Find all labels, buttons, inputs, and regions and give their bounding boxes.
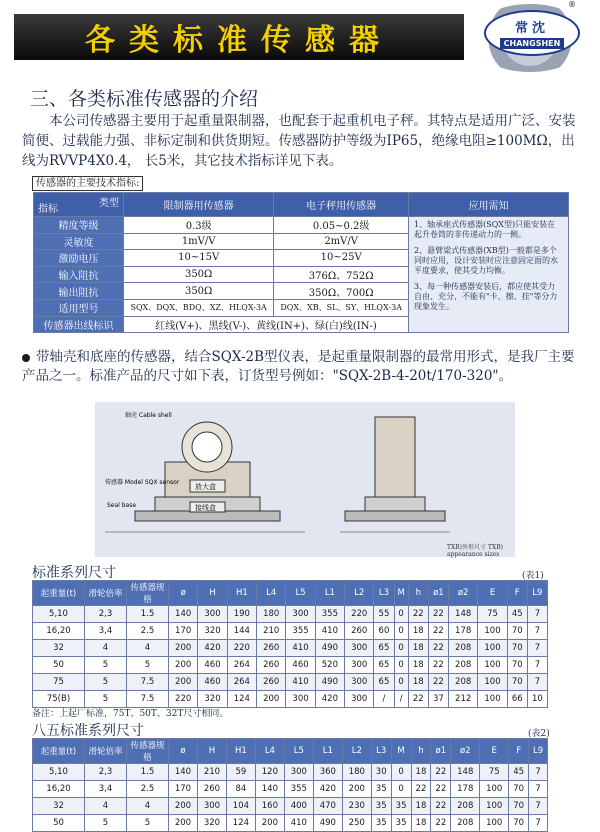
table-header-cell: M: [394, 581, 408, 606]
table-cell: 300: [345, 657, 374, 674]
table-header-cell: E: [478, 581, 507, 606]
table-cell: 70: [507, 623, 527, 640]
table-cell: 18: [408, 657, 428, 674]
table-cell: 520: [315, 657, 344, 674]
table-cell: 208: [448, 657, 477, 674]
table-cell: 18: [408, 674, 428, 691]
table-cell: 200: [257, 691, 286, 708]
section-title: 三、各类标准传感器的介绍: [30, 88, 259, 110]
table-cell: 7: [527, 657, 547, 674]
table-cell: 200: [169, 640, 198, 657]
sensor-drawing: [95, 402, 515, 557]
table-cell: 70: [509, 781, 529, 798]
table-cell: 30: [371, 764, 391, 781]
table-row: [33, 640, 548, 657]
table-cell: 65: [374, 674, 394, 691]
table-cell: 460: [286, 657, 315, 674]
table-cell: 7: [529, 781, 548, 798]
table-cell: 300: [286, 691, 315, 708]
table2-title: 八五标准系列尺寸: [32, 723, 144, 739]
table-cell: 300: [345, 674, 374, 691]
table-cell: 3,4: [85, 781, 127, 798]
table-cell: 35: [371, 815, 391, 832]
table-cell: 300: [286, 606, 315, 623]
table-cell: 470: [313, 798, 342, 815]
table-cell: 22: [428, 640, 448, 657]
table-header-cell: ø: [169, 581, 198, 606]
table-cell: 7: [529, 815, 548, 832]
svg-text:放大盒: 放大盒: [195, 483, 216, 491]
table-row: [33, 657, 548, 674]
table-cell: 22: [428, 623, 448, 640]
table-header-cell: L4: [257, 581, 286, 606]
table-row: [33, 798, 548, 815]
table-cell: 7.5: [127, 691, 169, 708]
table-cell: 18: [411, 815, 431, 832]
table-header-cell: M: [391, 739, 411, 764]
table-cell: 5: [85, 691, 127, 708]
svg-text:Seal base: Seal base: [107, 502, 137, 509]
table-header-cell: ø2: [448, 581, 477, 606]
table-cell: 300: [197, 798, 226, 815]
table-cell: 35: [371, 798, 391, 815]
table-cell: 2,3: [85, 606, 127, 623]
table2-number: (表2): [528, 729, 550, 739]
table-cell: 16,20: [33, 781, 85, 798]
registered-mark: ®: [568, 0, 576, 9]
table-cell: 100: [478, 640, 507, 657]
table-header-cell: ø1: [431, 739, 451, 764]
table-cell: 178: [448, 623, 477, 640]
table-cell: 5: [85, 674, 127, 691]
table-cell: 190: [227, 606, 256, 623]
table-header-cell: 传感器规格: [127, 581, 169, 606]
table-cell: 100: [480, 781, 509, 798]
table-cell: /: [374, 691, 394, 708]
table-cell: 410: [315, 623, 344, 640]
table-cell: 210: [257, 623, 286, 640]
table-cell: 410: [284, 815, 313, 832]
table-cell: 140: [169, 606, 198, 623]
table-cell: 250: [342, 815, 371, 832]
spec-table-label: 传感器的主要技术指标:: [32, 176, 143, 191]
table-cell: 300: [345, 640, 374, 657]
table-header-cell: F: [507, 581, 527, 606]
spec-col-header: 应用需知: [409, 193, 569, 217]
svg-text:接线盒: 接线盒: [195, 504, 216, 512]
table-cell: 70: [507, 674, 527, 691]
spec-table: [33, 192, 569, 333]
table-header-cell: 滑轮倍率: [85, 581, 127, 606]
table-cell: 178: [451, 781, 480, 798]
table-cell: 200: [169, 798, 198, 815]
table-cell: 5,10: [33, 764, 85, 781]
table-cell: 18: [411, 764, 431, 781]
table-cell: 355: [315, 606, 344, 623]
table-header-cell: L9: [527, 581, 547, 606]
table-header-cell: 起重量(t): [33, 581, 85, 606]
table-cell: 260: [345, 623, 374, 640]
logo-cn: 常沈: [514, 21, 549, 36]
table-cell: /: [394, 691, 408, 708]
table-header-cell: L5: [286, 581, 315, 606]
table-row: [33, 623, 548, 640]
table-cell: 410: [286, 640, 315, 657]
table-cell: 37: [428, 691, 448, 708]
table-cell: 260: [257, 657, 286, 674]
table-cell: 220: [227, 640, 256, 657]
table-cell: 5: [127, 657, 169, 674]
table-cell: 75: [478, 606, 507, 623]
sensor-diagram-icon: [95, 402, 515, 557]
table-cell: 490: [315, 640, 344, 657]
table-cell: 2,3: [85, 764, 127, 781]
table-cell: 7: [529, 764, 548, 781]
dims-table-1: [32, 580, 548, 708]
table-header-cell: H1: [226, 739, 255, 764]
table-cell: 208: [451, 798, 480, 815]
table-cell: 200: [169, 674, 198, 691]
spec-row: 输入阻抗 350Ω 376Ω、752Ω: [34, 266, 569, 283]
table-cell: 3,4: [85, 623, 127, 640]
table-cell: 55: [374, 606, 394, 623]
table-cell: 4: [85, 640, 127, 657]
intro-paragraph: 本公司传感器主要用于起重量限制器，也配套于起重机电子秤。其特点是适用广泛、安装简便、过载能力强、非标定制和供货期短。传感器防护等级为IP65，绝缘电阻≥100MΩ，出线为RVVP4X0.4， 长5米，其它技术指标详见下表。: [22, 113, 576, 169]
table-cell: 4: [85, 798, 127, 815]
table1-title: 标准系列尺寸: [32, 565, 116, 581]
page-title: 各类标准传感器: [85, 23, 393, 58]
table-cell: 18: [408, 623, 428, 640]
table-cell: 124: [226, 815, 255, 832]
table-cell: 84: [226, 781, 255, 798]
table-cell: 200: [169, 815, 198, 832]
table-cell: 4: [127, 640, 169, 657]
table-cell: 300: [345, 691, 374, 708]
table-cell: 120: [255, 764, 284, 781]
table-cell: 0: [394, 640, 408, 657]
table-cell: 355: [284, 781, 313, 798]
table-cell: 22: [431, 798, 451, 815]
table-cell: 22: [431, 815, 451, 832]
table-cell: 260: [257, 674, 286, 691]
table-cell: 320: [197, 815, 226, 832]
table-row: [33, 606, 548, 623]
table-cell: 180: [257, 606, 286, 623]
table-cell: 4: [127, 798, 169, 815]
table-cell: 7.5: [127, 674, 169, 691]
table-header-cell: H: [197, 739, 226, 764]
table-cell: 320: [198, 691, 227, 708]
table-cell: 300: [284, 764, 313, 781]
table-cell: 35: [391, 798, 411, 815]
table-cell: 22: [428, 657, 448, 674]
table-header-cell: L2: [345, 581, 374, 606]
table-cell: 100: [480, 815, 509, 832]
company-logo: [484, 10, 580, 56]
table-cell: 100: [478, 657, 507, 674]
table-cell: 100: [478, 674, 507, 691]
svg-text:轴壳 Cable shell: 轴壳 Cable shell: [125, 412, 172, 419]
table-header-cell: L1: [313, 739, 342, 764]
table-cell: 18: [411, 798, 431, 815]
table-cell: 0: [391, 781, 411, 798]
table-cell: 32: [33, 640, 85, 657]
table-header-cell: L9: [529, 739, 548, 764]
table-header-cell: L1: [315, 581, 344, 606]
table-cell: 420: [313, 781, 342, 798]
table-cell: 22: [431, 781, 451, 798]
table1-number: (表1): [522, 571, 544, 581]
table-cell: 144: [227, 623, 256, 640]
table-cell: 124: [227, 691, 256, 708]
table-cell: 148: [448, 606, 477, 623]
table-cell: 10: [527, 691, 547, 708]
table-cell: 100: [478, 623, 507, 640]
header-banner: [0, 0, 600, 72]
table-cell: 200: [169, 657, 198, 674]
table-cell: 160: [255, 798, 284, 815]
table-row: [33, 815, 548, 832]
table-header-cell: H: [198, 581, 227, 606]
spec-notes: 1、轴承座式传感器(SQX型)只能安装在起升卷筒的非传递动力的一侧。 2、悬臂梁式传感器(XB型)一般都是多个同时应用，设计安装时应注意固定面的水平度要求，使其受力均衡。 3、每一种传感器安装后，都应使其受力自由、充分，不能有"卡、擦、挂"等分力现象发生。: [409, 217, 569, 333]
table-cell: 75: [33, 674, 85, 691]
table-cell: 208: [448, 640, 477, 657]
table-row: [33, 764, 548, 781]
table-cell: 59: [226, 764, 255, 781]
table-header-cell: 滑轮倍率: [85, 739, 127, 764]
table-cell: 16,20: [33, 623, 85, 640]
table-header-cell: 传感器规格: [127, 739, 169, 764]
table-cell: 490: [315, 674, 344, 691]
table-cell: 360: [313, 764, 342, 781]
spec-corner: 类型 指标: [34, 193, 124, 217]
table-cell: 400: [284, 798, 313, 815]
table-cell: 104: [226, 798, 255, 815]
spec-row: 激励电压 10~15V 10~25V: [34, 250, 569, 267]
table-cell: 5,10: [33, 606, 85, 623]
table-cell: 65: [374, 657, 394, 674]
table-cell: 100: [480, 798, 509, 815]
table-cell: 7: [527, 623, 547, 640]
spec-row: 输出阻抗 350Ω 350Ω、700Ω: [34, 283, 569, 300]
table-header-cell: L4: [255, 739, 284, 764]
table-cell: 140: [255, 781, 284, 798]
table-header-cell: E: [480, 739, 509, 764]
table-cell: 210: [197, 764, 226, 781]
table1-note: 备注：上起厂标准，75T、50T、32T尺寸相同。: [32, 709, 229, 719]
figure-caption: TXB)外形尺寸 TXB) appearance sizes: [447, 544, 503, 558]
table-cell: 7: [527, 640, 547, 657]
table-cell: 32: [33, 798, 85, 815]
spec-row: 传感器出线标识 红线(V+)、黑线(V-)、黄线(IN+)、绿(白)线(IN-): [34, 316, 569, 333]
table-cell: 260: [257, 640, 286, 657]
table-cell: 410: [286, 674, 315, 691]
table-cell: 5: [85, 815, 127, 832]
table-cell: 5: [85, 657, 127, 674]
table-cell: 1.5: [127, 764, 169, 781]
table-cell: 22: [408, 691, 428, 708]
table-cell: 35: [391, 815, 411, 832]
spec-col-header: 限制器用传感器: [124, 193, 274, 217]
table-cell: 490: [313, 815, 342, 832]
table-header-cell: 起重量(t): [33, 739, 85, 764]
table-cell: 200: [255, 815, 284, 832]
table-cell: 208: [451, 815, 480, 832]
table-cell: 300: [198, 606, 227, 623]
table-header-cell: ø1: [428, 581, 448, 606]
table-cell: 22: [428, 606, 448, 623]
table-cell: 460: [198, 674, 227, 691]
table-header-cell: F: [509, 739, 529, 764]
table-header-cell: ø: [169, 739, 198, 764]
table-row: [33, 781, 548, 798]
table-cell: 65: [374, 640, 394, 657]
table-cell: 230: [342, 798, 371, 815]
product-paragraph: 带轴壳和底座的传感器，结合SQX-2B型仪表，是起重量限制器的最常用形式，是我厂主要产品之一。标准产品的尺寸如下表，订货型号例如："SQX-2B-4-20t/170-320"。: [22, 349, 575, 384]
table-cell: 70: [509, 798, 529, 815]
table-cell: 140: [169, 764, 198, 781]
table-cell: 264: [227, 674, 256, 691]
table-cell: 170: [169, 781, 198, 798]
spec-col-header: 电子秤用传感器: [274, 193, 409, 217]
table-cell: 70: [509, 815, 529, 832]
table-cell: 355: [286, 623, 315, 640]
table-header-cell: h: [411, 739, 431, 764]
spec-row: 适用型号 SQX、DQX、BDQ、XZ、HLQX-3A DQX、XB、SL、SY、HLQX-3A: [34, 299, 569, 316]
table-cell: 1.5: [127, 606, 169, 623]
dims-table-2: [32, 738, 548, 832]
table-header-cell: L3: [374, 581, 394, 606]
table-row: [33, 691, 548, 708]
table-cell: 220: [345, 606, 374, 623]
table-cell: 0: [391, 764, 411, 781]
table-cell: 7: [527, 606, 547, 623]
spec-row: 灵敏度 1mV/V 2mV/V: [34, 233, 569, 250]
table-cell: 45: [507, 606, 527, 623]
spec-row: 精度等级 0.3级 0.05~0.2级 1、轴承座式传感器(SQX型)只能安装在起升卷筒的非传递动力的一侧。 2、悬臂梁式传感器(XB型)一般都是多个同时应用，设计安装时应注意固定面的水平度要求，使其受力均衡。 3、每一种传感器安装后，都应使其受力自由、充分，不能有"卡、擦、挂"等分力现象发生。: [34, 217, 569, 234]
logo-en: CHANGSHEN: [500, 38, 565, 49]
table-cell: 22: [428, 674, 448, 691]
table-cell: 260: [197, 781, 226, 798]
table-row: [33, 674, 548, 691]
table-cell: 22: [408, 606, 428, 623]
table-header-cell: ø2: [451, 739, 480, 764]
table-cell: 50: [33, 657, 85, 674]
table-cell: 0: [394, 674, 408, 691]
table-cell: 200: [342, 781, 371, 798]
bullet-icon: [22, 354, 30, 362]
table-cell: 5: [127, 815, 169, 832]
table-cell: 7: [529, 798, 548, 815]
table-cell: 50: [33, 815, 85, 832]
page-title-bar: [14, 14, 464, 60]
table-cell: 0: [394, 606, 408, 623]
table-cell: 212: [448, 691, 477, 708]
table-cell: 220: [169, 691, 198, 708]
table-cell: 0: [394, 623, 408, 640]
table-cell: 208: [448, 674, 477, 691]
table-cell: 420: [198, 640, 227, 657]
table-cell: 320: [198, 623, 227, 640]
table-cell: 22: [411, 781, 431, 798]
table-cell: 2.5: [127, 623, 169, 640]
table-cell: 460: [198, 657, 227, 674]
table-cell: 264: [227, 657, 256, 674]
table-header-cell: h: [408, 581, 428, 606]
table-cell: 70: [507, 657, 527, 674]
table-cell: 75(B): [33, 691, 85, 708]
table-cell: 100: [478, 691, 507, 708]
table-header-cell: H1: [227, 581, 256, 606]
table-cell: 0: [394, 657, 408, 674]
table-cell: 18: [408, 640, 428, 657]
table-cell: 148: [451, 764, 480, 781]
table-header-cell: L3: [371, 739, 391, 764]
table-cell: 35: [371, 781, 391, 798]
table-cell: 66: [507, 691, 527, 708]
table-cell: 60: [374, 623, 394, 640]
svg-text:传感器 Model SQX sensor: 传感器 Model SQX sensor: [105, 479, 180, 486]
table-cell: 70: [507, 640, 527, 657]
table-header-cell: L2: [342, 739, 371, 764]
table-cell: 75: [480, 764, 509, 781]
table-cell: 22: [431, 764, 451, 781]
table-cell: 2.5: [127, 781, 169, 798]
table-cell: 420: [315, 691, 344, 708]
table-cell: 7: [527, 674, 547, 691]
table-cell: 45: [509, 764, 529, 781]
table-header-cell: L5: [284, 739, 313, 764]
table-cell: 180: [342, 764, 371, 781]
table-cell: 170: [169, 623, 198, 640]
